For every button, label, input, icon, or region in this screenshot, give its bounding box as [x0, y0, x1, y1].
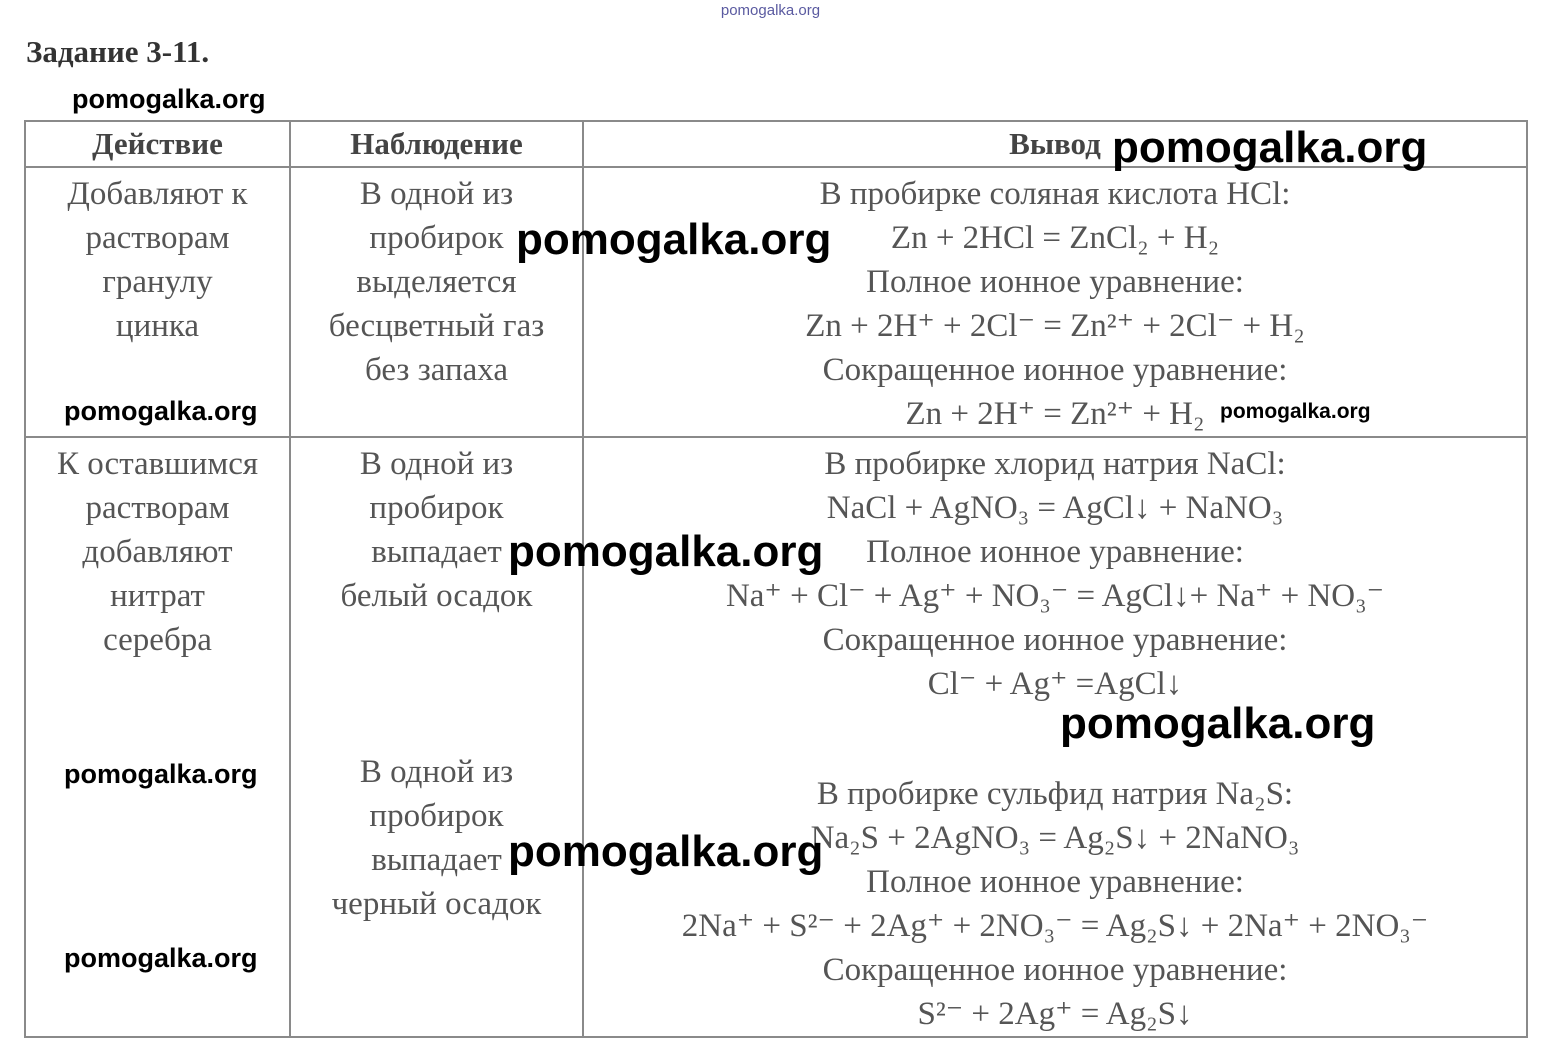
header-site-link[interactable]: pomogalka.org	[720, 2, 821, 19]
equation-line: Zn + 2H⁺ = Zn²⁺ + H₂	[905, 396, 1205, 432]
watermark: pomogalka.org	[1112, 123, 1428, 172]
action-line: растворам	[85, 490, 230, 526]
header-conclusion: Вывод	[583, 121, 1527, 167]
equation-line: Cl⁻ + Ag⁺ =AgCl↓	[927, 666, 1183, 702]
observation-line: выпадает	[371, 534, 502, 570]
equation-line: Na₂S + 2AgNO₃ = Ag₂S↓ + 2NaNO₃	[810, 820, 1300, 856]
conclusion-line: В пробирке сульфид натрия Na₂S:	[816, 776, 1294, 812]
action-line: нитрат	[110, 578, 205, 614]
observation-line: без запаха	[365, 352, 508, 388]
action-line: цинка	[115, 308, 200, 344]
watermark: pomogalka.org	[64, 396, 258, 426]
watermark: pomogalka.org	[64, 943, 258, 973]
watermark: pomogalka.org	[72, 84, 266, 114]
observation-cell	[290, 167, 583, 437]
equation-line: Zn + 2H⁺ + 2Cl⁻ = Zn²⁺ + 2Cl⁻ + H₂	[805, 308, 1305, 344]
conclusion-line: Полное ионное уравнение:	[866, 864, 1244, 900]
conclusion-line: Сокращенное ионное уравнение:	[822, 952, 1288, 988]
conclusion-cell	[583, 167, 1527, 437]
action-line: растворам	[85, 220, 230, 256]
task-title: Задание 3-11.	[26, 34, 210, 69]
observation-line: пробирок	[369, 220, 504, 256]
action-line: добавляют	[82, 534, 233, 570]
observation-line: пробирок	[369, 798, 504, 834]
conclusion-line: Сокращенное ионное уравнение:	[822, 622, 1288, 658]
conclusion-line: В пробирке хлорид натрия NaCl:	[824, 446, 1286, 482]
watermark: pomogalka.org	[508, 827, 824, 876]
observation-line: пробирок	[369, 490, 504, 526]
observation-line: черный осадок	[331, 886, 542, 922]
action-line: Добавляют к	[67, 176, 248, 212]
watermark: pomogalka.org	[516, 215, 832, 264]
observation-line: белый осадок	[340, 578, 533, 614]
equation-line: Na⁺ + Cl⁻ + Ag⁺ + NO₃⁻ = AgCl↓+ Na⁺ + NO₃⁻	[725, 578, 1385, 614]
conclusion-line: В пробирке соляная кислота HCl:	[819, 176, 1291, 212]
observation-line: выпадает	[371, 842, 502, 878]
watermark: pomogalka.org	[1220, 400, 1371, 423]
equation-line: NaCl + AgNO₃ = AgCl↓ + NaNO₃	[826, 490, 1284, 526]
action-line: гранулу	[102, 264, 213, 300]
watermark: pomogalka.org	[508, 527, 824, 576]
observation-line: бесцветный газ	[328, 308, 545, 344]
observation-line: выделяется	[356, 264, 517, 300]
header-action: Действие	[25, 121, 290, 167]
conclusion-line: Полное ионное уравнение:	[866, 264, 1244, 300]
watermark: pomogalka.org	[64, 759, 258, 789]
equation-line: Zn + 2HCl = ZnCl₂ + H₂	[890, 220, 1220, 256]
equation-line: 2Na⁺ + S²⁻ + 2Ag⁺ + 2NO₃⁻ = Ag₂S↓ + 2Na⁺ + 2NO₃⁻	[681, 908, 1429, 944]
observation-line: В одной из	[359, 446, 514, 482]
conclusion-line: Полное ионное уравнение:	[866, 534, 1244, 570]
equation-line: S²⁻ + 2Ag⁺ = Ag₂S↓	[917, 996, 1193, 1032]
observation-line: В одной из	[359, 176, 514, 212]
header-observation: Наблюдение	[290, 121, 583, 167]
conclusion-line: Сокращенное ионное уравнение:	[822, 352, 1288, 388]
action-line: серебра	[103, 622, 212, 658]
observation-line: В одной из	[359, 754, 514, 790]
watermark: pomogalka.org	[1060, 699, 1376, 748]
action-line: К оставшимся	[56, 446, 259, 482]
